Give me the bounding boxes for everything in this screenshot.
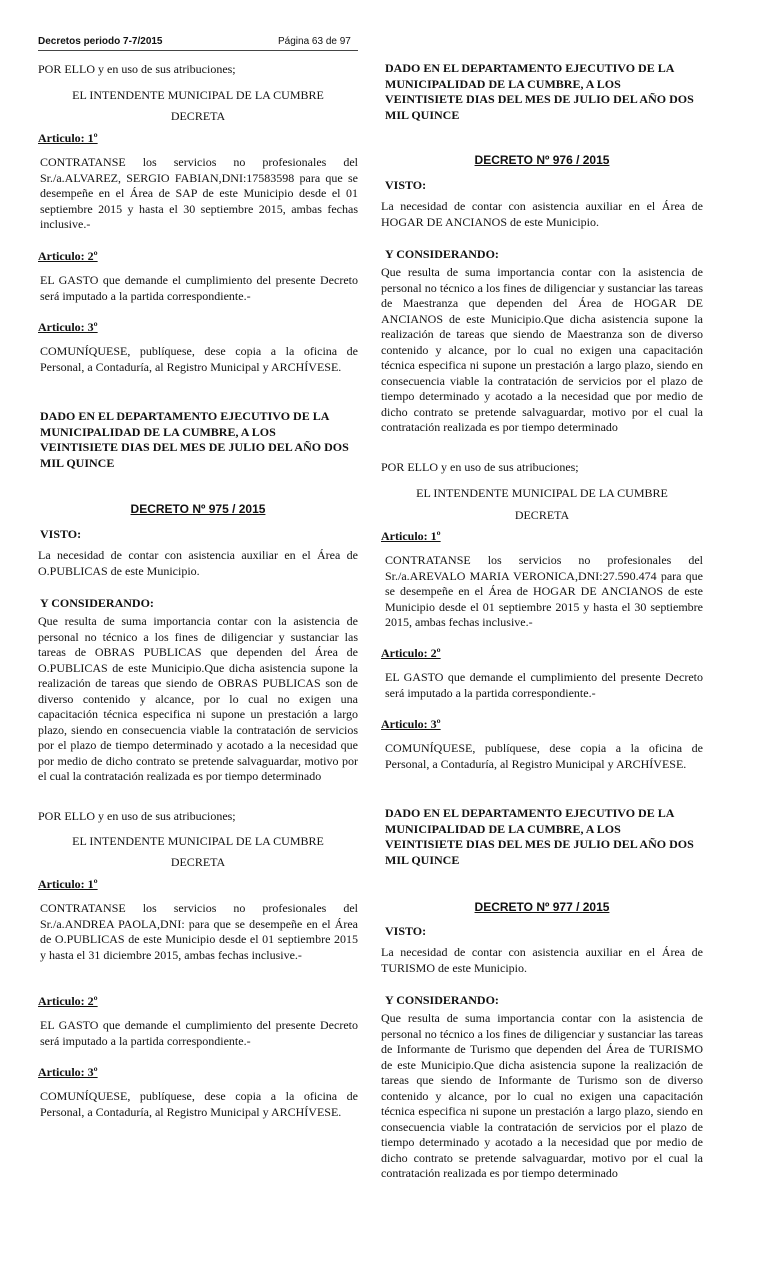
article-1-text: CONTRATANSE los servicios no profesionales del Sr./a.ANDREA PAOLA,DNI: para que se desempeñe en el Área de O.PUBLICAS de este Municipio desde el 01 septiembre 2015 y hasta el 31 diciembre 2015, ambas fechas inclusive.-	[40, 901, 358, 962]
header-title: Decretos periodo 7-7/2015	[38, 36, 163, 47]
considerando-label: Y CONSIDERANDO:	[385, 247, 499, 261]
article-1-text: CONTRATANSE los servicios no profesionales del Sr./a.ALVAREZ, SERGIO FABIAN,DNI:17583598 para que se desempeñe en el Área de SAP de este Municipio desde el 01 septiembre 2015 y hasta el 30 septiembre 2015, ambas fechas inclusive.-	[40, 155, 358, 231]
por-ello-text: POR ELLO y en uso de sus atribuciones;	[381, 460, 579, 474]
considerando-text: Que resulta de suma importancia contar con la asistencia de personal no técnico a los fines de diligenciar y sustanciar las tareas de OBRAS PUBLICAS que dependen del Área de O.PUBLICAS de este Municipio.Que dicha asistencia supone la realización de tareas que siendo de OBRAS PUBLICAS son de diverso contenido y alcance, por lo cual no exigen una capacitación técnica especifica ni supone un prestación a largo plazo, siendo en consecuencia viable la contratación de servicios por el plazo de tiempo determinado y acotado a la necesidad que por medio de dicho contrato se pretende salvaguardar, motivo por el cual la contratación realizada es por tiempo determinado	[38, 614, 358, 783]
por-ello-text: POR ELLO y en uso de sus atribuciones;	[38, 62, 236, 76]
intendente-text: EL INTENDENTE MUNICIPAL DE LA CUMBRE	[416, 486, 668, 500]
intendente-text: EL INTENDENTE MUNICIPAL DE LA CUMBRE	[72, 88, 324, 102]
article-3-label: Articulo: 3º	[38, 320, 98, 334]
article-3-label: Articulo: 3º	[381, 717, 441, 731]
dado-text: DADO EN EL DEPARTAMENTO EJECUTIVO DE LA MUNICIPALIDAD DE LA CUMBRE, A LOS VEINTISIETE DIAS DEL MES DE JULIO DEL AÑO DOS MIL QUINCE	[385, 806, 694, 867]
visto-text: La necesidad de contar con asistencia auxiliar en el Área de TURISMO de este Municipio.	[381, 945, 703, 975]
article-2-text: EL GASTO que demande el cumplimiento del presente Decreto será imputado a la partida correspondiente.-	[40, 1018, 358, 1048]
por-ello-text: POR ELLO y en uso de sus atribuciones;	[38, 809, 236, 823]
decree-title: DECRETO Nº 975 / 2015	[130, 502, 266, 516]
article-1-label: Articulo: 1º	[38, 131, 98, 145]
decree-title: DECRETO Nº 977 / 2015	[474, 900, 610, 914]
article-2-label: Articulo: 2º	[381, 646, 441, 660]
visto-label: VISTO:	[385, 178, 427, 192]
article-2-text: EL GASTO que demande el cumplimiento del presente Decreto será imputado a la partida correspondiente.-	[40, 273, 358, 303]
visto-label: VISTO:	[385, 924, 427, 938]
page-number: Página 63 de 97	[278, 36, 351, 47]
article-1-label: Articulo: 1º	[38, 877, 98, 891]
page-header	[38, 36, 358, 51]
decreta-text: DECRETA	[170, 109, 226, 123]
dado-text: DADO EN EL DEPARTAMENTO EJECUTIVO DE LA MUNICIPALIDAD DE LA CUMBRE, A LOS VEINTISIETE DIAS DEL MES DE JULIO DEL AÑO DOS MIL QUINCE	[385, 61, 694, 122]
intendente-text: EL INTENDENTE MUNICIPAL DE LA CUMBRE	[72, 834, 324, 848]
decreta-text: DECRETA	[514, 508, 570, 522]
considerando-text: Que resulta de suma importancia contar con la asistencia de personal no técnico a los fines de diligenciar y sustanciar las tareas de Maestranza que dependen del Área de HOGAR DE ANCIANOS de este Municipio.Que dicha asistencia supone la realización de tareas que siendo de Maestranza son de diverso contenido y alcance, por lo cual no exigen una capacitación técnica especifica ni supone un prestación a largo plazo, siendo en consecuencia viable la contratación de servicios por el plazo de tiempo determinado y acotado a la necesidad que por medio de dicho contrato se pretende salvaguardar, motivo por el cual la contratación realizada es por tiempo determinado	[381, 265, 703, 434]
visto-text: La necesidad de contar con asistencia auxiliar en el Área de O.PUBLICAS de este Municipio.	[38, 548, 358, 578]
considerando-label: Y CONSIDERANDO:	[40, 596, 154, 610]
decreta-text: DECRETA	[170, 855, 226, 869]
visto-text: La necesidad de contar con asistencia auxiliar en el Área de HOGAR DE ANCIANOS de este Municipio.	[381, 199, 703, 229]
visto-label: VISTO:	[40, 527, 82, 541]
article-3-text: COMUNÍQUESE, publíquese, dese copia a la oficina de Personal, a Contaduría, al Registro Municipal y ARCHÍVESE.	[40, 1089, 358, 1119]
article-2-label: Articulo: 2º	[38, 994, 98, 1008]
decree-title: DECRETO Nº 976 / 2015	[474, 153, 610, 167]
article-3-text: COMUNÍQUESE, publíquese, dese copia a la oficina de Personal, a Contaduría, al Registro Municipal y ARCHÍVESE.	[385, 741, 703, 771]
article-1-text: CONTRATANSE los servicios no profesionales del Sr./a.AREVALO MARIA VERONICA,DNI:27.590.474 para que se desempeñe en el Área de HOGAR DE ANCIANOS de este Municipio desde el 01 septiembre 2015 y hasta el 30 septiembre 2015, ambas fechas inclusive.-	[385, 553, 703, 629]
dado-text: DADO EN EL DEPARTAMENTO EJECUTIVO DE LA MUNICIPALIDAD DE LA CUMBRE, A LOS VEINTISIETE DIAS DEL MES DE JULIO DEL AÑO DOS MIL QUINCE	[40, 409, 349, 470]
article-3-label: Articulo: 3º	[38, 1065, 98, 1079]
article-3-text: COMUNÍQUESE, publíquese, dese copia a la oficina de Personal, a Contaduría, al Registro Municipal y ARCHÍVESE.	[40, 344, 358, 374]
article-2-text: EL GASTO que demande el cumplimiento del presente Decreto será imputado a la partida correspondiente.-	[385, 670, 703, 700]
article-1-label: Articulo: 1º	[381, 529, 441, 543]
considerando-label: Y CONSIDERANDO:	[385, 993, 499, 1007]
considerando-text: Que resulta de suma importancia contar con la asistencia de personal no técnico a los fines de diligenciar y sustanciar las tareas de Informante de Turismo que dependen del Área de TURISMO de este Municipio.Que dicha asistencia supone la realización de tareas que siendo de Informante de Turismo son de diverso contenido y alcance, por lo cual no exigen una capacitación técnica especifica ni supone un prestación a largo plazo, siendo en consecuencia viable la contratación de servicios por el plazo de tiempo determinado y acotado a la necesidad que por medio de dicho contrato se pretende salvaguardar, motivo por el cual la contratación realizada es por tiempo determinado	[381, 1011, 703, 1180]
article-2-label: Articulo: 2º	[38, 249, 98, 263]
